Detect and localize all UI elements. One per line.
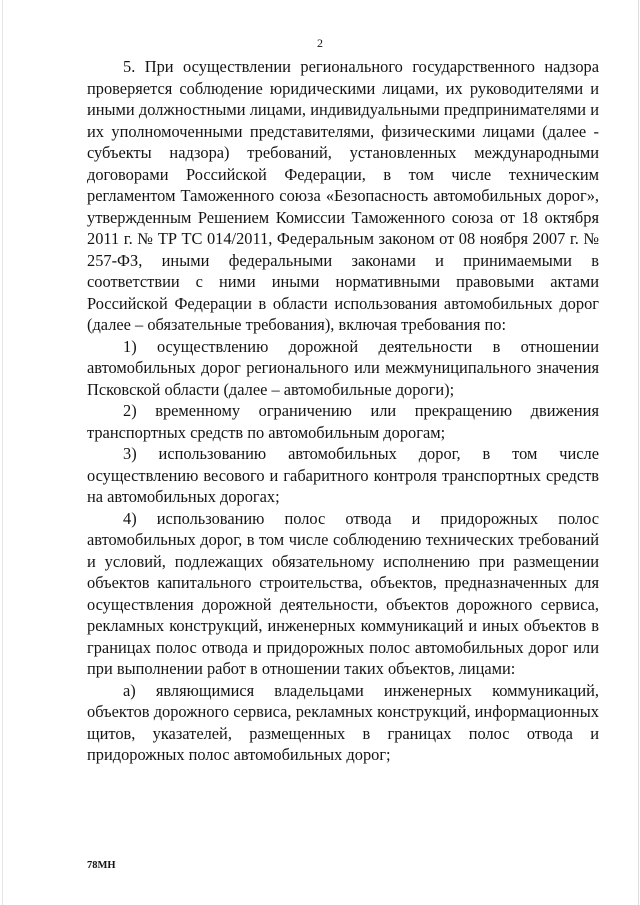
scan-edge-left <box>2 0 3 905</box>
paragraph-5-intro: 5. При осуществлении регионального государственного надзора проверяется соблюдение юридическими лицами, их руководителями и иными должностными лицами, индивидуальными предпринимателями и их уполномоченными представителями, физическими лицами (далее - субъекты надзора) требований, установленных международными договорами Российской Федерации, в том числе техническим регламентом Таможенного союза «Безопасность автомобильных дорог», утвержденным Решением Комиссии Таможенного союза от 18 октября 2011 г. № ТР ТС 014/2011, Федеральным законом от 08 ноября 2007 г. № 257-ФЗ, иными федеральными законами и принимаемыми в соответствии с ними иными нормативными правовыми актами Российской Федерации в области использования автомобильных дорог (далее – обязательные требования), включая требования по: <box>87 57 599 334</box>
footer-code: 78МН <box>87 860 116 871</box>
list-item-1: 1) осуществлению дорожной деятельности в отношении автомобильных дорог регионального или межмуниципального значения Псковской области (далее – автомобильные дороги); <box>87 336 599 399</box>
list-item-2: 2) временному ограничению или прекращению движения транспортных средств по автомобильным дорогам; <box>87 401 599 442</box>
sub-item-a: а) являющимися владельцами инженерных коммуникаций, объектов дорожного сервиса, рекламных конструкций, информационных щитов, указателей, размещенных в границах полос отвода и придорожных полос автомобильных дорог; <box>87 680 599 764</box>
list-item-3: 3) использованию автомобильных дорог, в том числе осуществлению весового и габаритного контроля транспортных средств на автомобильных дорогах; <box>87 444 599 506</box>
document-body <box>87 56 599 766</box>
page-number: 2 <box>317 36 323 50</box>
scan-edge-right <box>638 0 639 905</box>
list-item-4: 4) использованию полос отвода и придорожных полос автомобильных дорог, в том числе соблюдению технических требований и условий, подлежащих обязательному исполнению при размещении объектов капитального строительства, объектов, предназначенных для осуществления дорожной деятельности, объектов дорожного сервиса, рекламных конструкций, инженерных коммуникаций и иных объектов в границах полос отвода и придорожных полос автомобильных дорог или при выполнении работ в отношении таких объектов, лицами: <box>87 508 599 678</box>
